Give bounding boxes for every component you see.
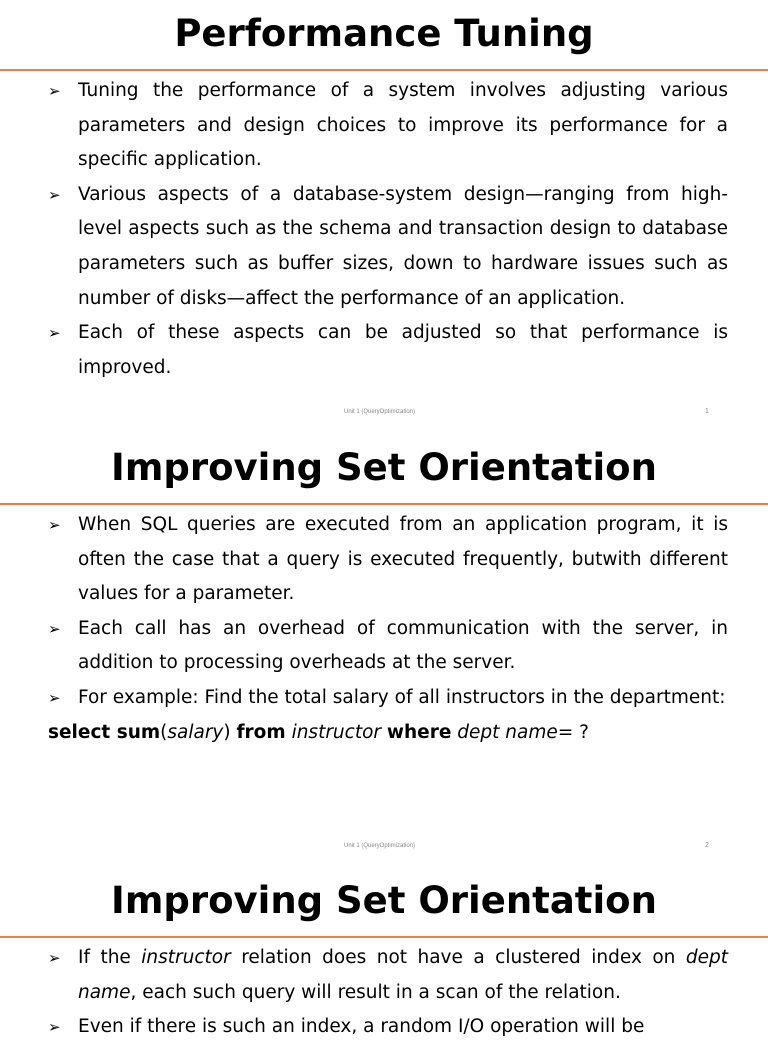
title-divider (0, 936, 768, 938)
arrow-bullet-icon: ➢ (48, 516, 61, 534)
slide-footer: Unit 1 (QueryOptimization) (344, 843, 416, 849)
emphasis-attribute: dept name (78, 947, 728, 1003)
bullet-text: When SQL queries are executed from an application program, it is often the case that a query is executed frequently, butwith different values for a parameter. (78, 514, 728, 605)
bullet-item (48, 316, 728, 385)
bullet-item (48, 941, 728, 1010)
sql-paren: ) (223, 721, 231, 743)
page-number: 2 (705, 842, 709, 849)
emphasis-relation: instructor (141, 947, 231, 968)
sql-attribute: salary (167, 721, 224, 743)
sql-attribute: dept name (457, 721, 558, 743)
slide-body (48, 74, 728, 385)
bullet-item (48, 612, 728, 681)
slide-footer: Unit 1 (QueryOptimization) (344, 409, 416, 415)
sql-tail: = ? (557, 721, 589, 743)
arrow-bullet-icon: ➢ (48, 324, 61, 343)
bullet-item (48, 508, 728, 612)
slide-2 (0, 434, 768, 867)
arrow-bullet-icon: ➢ (48, 82, 61, 100)
bullet-item (48, 681, 728, 716)
bullet-item (48, 178, 728, 316)
slide-3 (0, 867, 768, 1038)
arrow-bullet-icon: ➢ (48, 619, 61, 638)
bullet-item (48, 74, 728, 178)
bullet-text: Each call has an overhead of communication with the server, in addition to processing overheads at the server. (78, 617, 728, 674)
bullet-item (48, 1010, 728, 1045)
sql-keyword: from (236, 721, 286, 743)
arrow-bullet-icon: ➢ (48, 688, 61, 707)
sql-keyword: where (386, 721, 452, 743)
title-divider (0, 503, 768, 505)
slide-body (48, 508, 728, 750)
page-number: 1 (705, 408, 709, 415)
bullet-text: Even if there is such an index, a random I/O operation will be (78, 1016, 645, 1038)
title-divider (0, 69, 768, 71)
bullet-text: If the instructor relation does not have a clustered index on dept name, each such query will result in a scan of the relation. (78, 947, 728, 1003)
sql-keyword: select sum (48, 721, 161, 743)
bullet-text: Tuning the performance of a system involves adjusting various parameters and design choices to improve its performance for a specific application. (78, 80, 728, 171)
sql-paren: ( (160, 721, 168, 743)
bullet-text: Each of these aspects can be adjusted so that performance is improved. (78, 322, 728, 378)
arrow-bullet-icon: ➢ (48, 1018, 61, 1037)
slide-title: Performance Tuning (174, 12, 594, 55)
slide-1 (0, 0, 768, 433)
arrow-bullet-icon: ➢ (48, 185, 61, 204)
sql-query (48, 716, 728, 751)
bullet-text: For example: Find the total salary of all instructors in the department: (78, 686, 726, 708)
arrow-bullet-icon: ➢ (48, 949, 61, 967)
bullet-text: Various aspects of a database-system design—ranging from high-level aspects such as the schema and transaction design to database parameters such as buffer sizes, down to hardware issues such as number of disks—affect the performance of an application. (78, 183, 728, 309)
slide-title: Improving Set Orientation (111, 446, 657, 489)
slide-title: Improving Set Orientation (111, 879, 657, 922)
sql-relation: instructor (291, 721, 382, 743)
slide-body (48, 941, 728, 1045)
